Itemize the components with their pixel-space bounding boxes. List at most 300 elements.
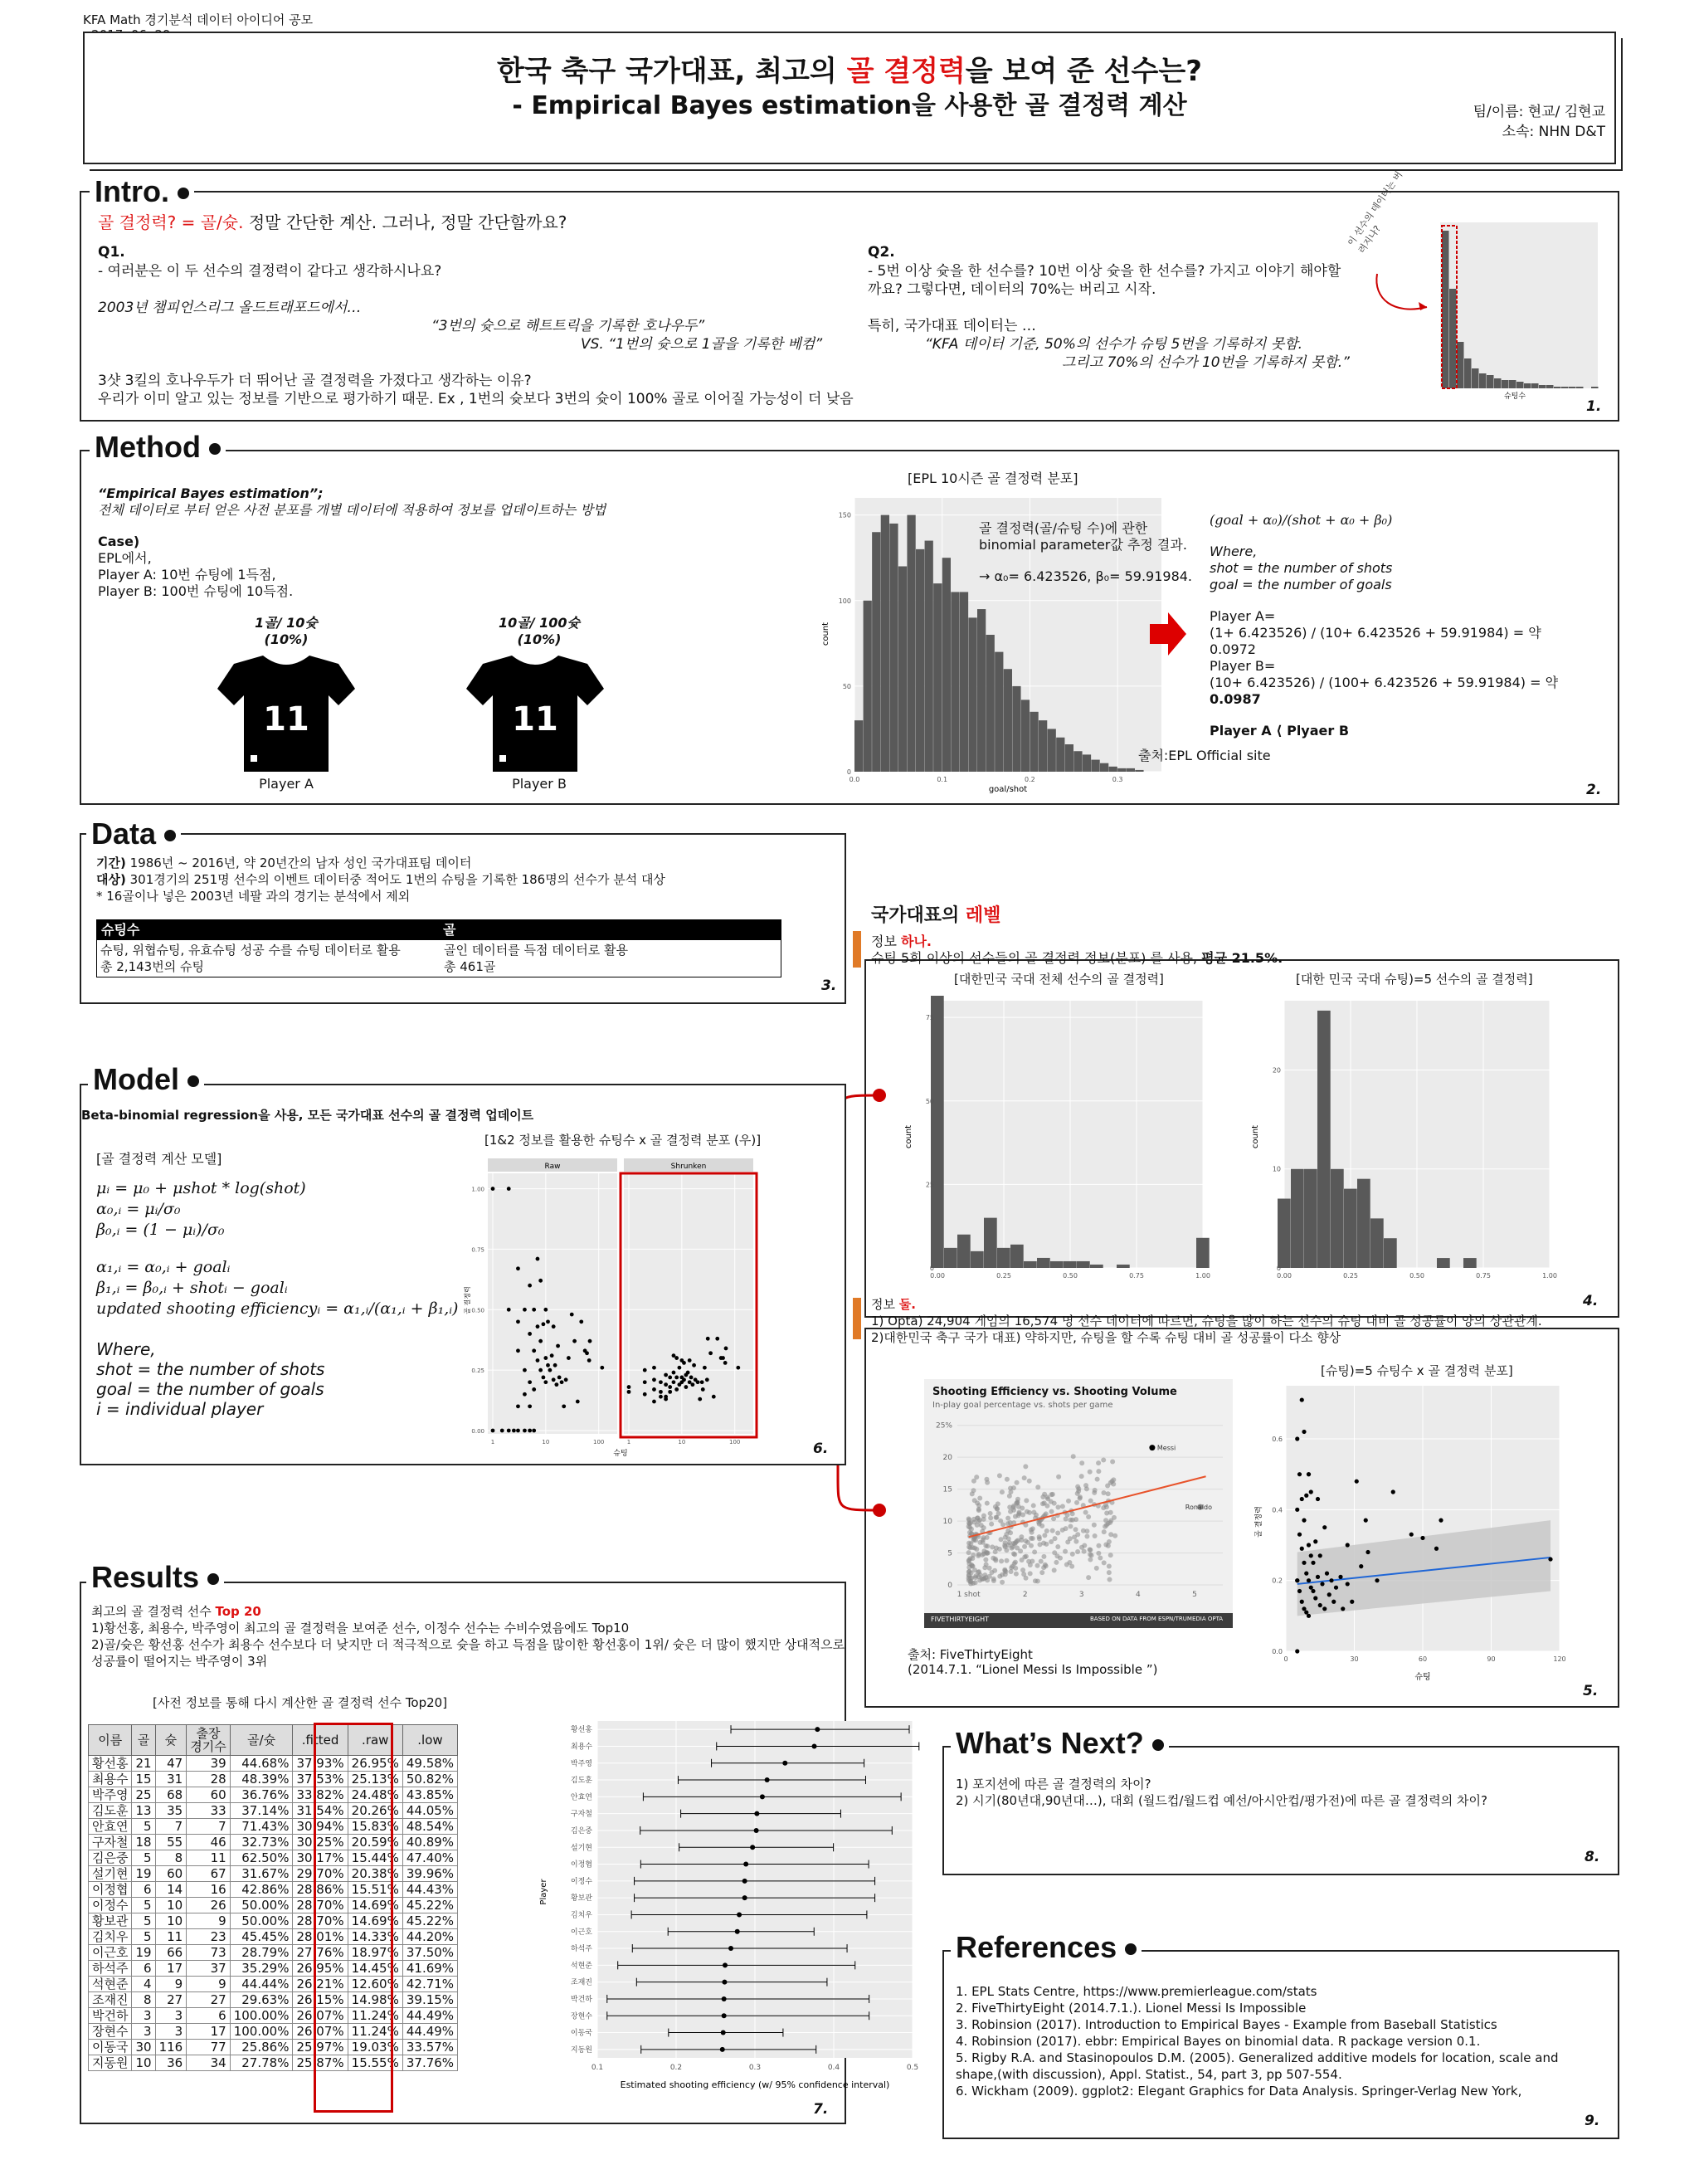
sc-point [1366,1550,1370,1554]
fte-point [1093,1533,1098,1538]
table-cell: 14 [155,1882,187,1898]
q1-text: - 여러분은 이 두 선수의 결정력이 같다고 생각하시나요? [98,263,442,280]
mf-point-shrunk [664,1382,668,1387]
table-cell: 11.24% [348,2024,402,2040]
mf-point-shrunk [678,1366,682,1370]
table-cell: 이근호 [89,1945,132,1961]
fte-point [977,1518,982,1523]
sc-point [1307,1543,1311,1547]
fte-point [1016,1513,1021,1518]
table-cell: 47 [155,1756,187,1772]
references-list [956,1983,1559,2099]
kra-bar [1050,1261,1064,1268]
epl-bar [864,601,872,772]
mf-point-shrunk [689,1375,694,1379]
team-label: 팀/이름: 현교/ 김현교 [1473,104,1605,120]
table-cell: 14.98% [348,1992,402,2008]
fte-point [973,1573,978,1578]
fte-point [977,1496,982,1501]
fte-point [1023,1464,1028,1469]
table-cell: 김치우 [89,1929,132,1945]
table-cell: 박주영 [89,1787,132,1803]
table-cell: 44.05% [402,1803,457,1819]
table-cell: 하석주 [89,1961,132,1977]
fte-point [1040,1494,1045,1499]
intro-bar [1487,375,1494,388]
mf-point-shrunk [668,1390,672,1394]
results-col-header: 골 [132,1725,155,1756]
sc-point [1302,1519,1306,1523]
data-table-body: 슈팅, 위협슈팅, 유효슈팅 성공 수를 슈팅 데이터로 활용 골인 데이터를 득점 데이터로 활용 총 2,143번의 슈팅 총 461골 [96,939,781,977]
fte-point [999,1558,1004,1563]
table-cell: 44.49% [402,2008,457,2024]
table-row [89,1929,458,1945]
table-cell: 18.97% [348,1945,402,1961]
fte-point [976,1508,981,1513]
table-row [89,1866,458,1882]
table-row [89,1945,458,1961]
mf-point-raw [536,1324,540,1328]
mf-point-shrunk [643,1380,647,1384]
intro-bar [1516,382,1524,388]
ci-ylabel: Player [539,1879,548,1905]
table-cell: 116 [155,2040,187,2055]
fte-point [1073,1517,1078,1522]
sc-point [1311,1589,1315,1593]
mf-point-shrunk [652,1377,656,1382]
mf-ytick-label: 0.00 [471,1428,484,1435]
table-cell: 18 [132,1835,155,1850]
sc-ytick-label: 0.2 [1272,1577,1283,1585]
fte-point [1096,1543,1101,1548]
section-number-5: 5. [1583,1683,1599,1699]
mf-point-shrunk [664,1397,668,1402]
info1-text: 슈팅 5회 이상의 선수들의 골 결정력 정보(분포) 를 사용, 평균 21.5%. [871,950,1283,966]
epl-bar [960,592,968,772]
fte-point [1052,1567,1057,1572]
svg-text:11: 11 [512,700,558,739]
fte-point [1027,1479,1032,1484]
table-cell: 33 [187,1803,230,1819]
kra-ytick-label: 25 [925,1181,934,1189]
fte-point [1108,1577,1112,1582]
fte-point [1060,1504,1065,1509]
fte-point [1075,1484,1080,1489]
table-cell: 68 [155,1787,187,1803]
table-cell: 10 [155,1898,187,1913]
table-cell: 36 [155,2055,187,2071]
results-line1: 최고의 골 결정력 선수 Top 20 [91,1604,261,1619]
sc-point [1309,1553,1313,1558]
fte-highlight-label: Ronaldo [1185,1504,1213,1512]
fte-point [987,1566,992,1571]
sc-point [1341,1606,1345,1611]
table-row [89,1882,458,1898]
ci-player-label: 안효연 [570,1793,592,1802]
fte-point [995,1506,1000,1511]
section-number-9: 9. [1585,2113,1600,2129]
table-cell: 13 [132,1803,155,1819]
epl-bar [995,652,1003,772]
mf-point-raw [587,1358,591,1363]
ci-player-label: 하석주 [570,1945,592,1954]
ci-xtick-label: 0.5 [906,2064,919,2072]
sc-point [1346,1582,1350,1586]
table-cell: 41.69% [402,1961,457,1977]
fte-point [1004,1548,1009,1553]
fte-point [1112,1515,1117,1520]
table-cell: 26.07% [293,2024,348,2040]
sc-point [1304,1494,1308,1498]
fte-point [1032,1549,1037,1554]
sc-point [1309,1586,1313,1590]
table-cell: 39.15% [402,1992,457,2008]
kra-bar [984,1218,997,1268]
intro-bar [1494,378,1502,388]
table-cell: 30.25% [293,1835,348,1850]
fte-point [971,1553,976,1558]
table-cell: 42.71% [402,1977,457,1992]
epl-bar [1135,770,1143,772]
table-cell: 35 [155,1803,187,1819]
mf-point-shrunk [705,1377,709,1382]
fte-point [1079,1474,1084,1479]
mf-point-shrunk [672,1371,676,1375]
table-cell: 지동원 [89,2055,132,2071]
epl-bar [1091,760,1099,772]
fte-point [976,1503,981,1508]
fte-point [970,1545,975,1550]
table-cell: 48.39% [230,1772,293,1787]
fte-point [1009,1569,1014,1574]
fte-point [981,1548,986,1553]
fte-point [1096,1551,1101,1556]
mf-point-raw [548,1368,553,1372]
mf-point-raw [532,1308,536,1312]
epl-bar [1127,768,1135,772]
mf-point-shrunk [721,1356,725,1360]
table-cell: 이동국 [89,2040,132,2055]
mf-point-shrunk [684,1385,689,1389]
ci-point [737,1912,742,1917]
mf-point-raw [528,1429,532,1433]
fte-highlight-point [1149,1445,1155,1450]
sc-point [1313,1539,1317,1543]
kra-xtick-label: 0.75 [1129,1272,1144,1280]
mf-point-raw [542,1375,546,1379]
epl-bar [942,558,951,772]
ci-point [743,1862,748,1867]
table-cell: 17 [155,1961,187,1977]
fte-point [966,1550,971,1555]
info2-line2: 2)대한민국 축구 국가 대표) 약하지만, 슈팅을 할 수록 슈팅 대비 골 성공률이 다소 향상 [871,1330,1341,1345]
intro-bar [1576,387,1584,388]
fte-point [1015,1538,1020,1543]
fte-point [1049,1499,1054,1504]
kr5-bar [1357,1179,1370,1268]
data-period: 기간) 1986년 ~ 2016년, 약 20년간의 남자 성인 국가대표팀 데이터 [96,856,472,870]
sc-point [1375,1578,1379,1582]
reference-item: 3. Robinsion (2017). Introduction to Empirical Bayes - Example from Baseball Statistics [956,2017,1497,2032]
kr5-bar [1344,1189,1357,1268]
kra-bar [957,1235,971,1268]
mf-point-raw [543,1356,548,1360]
fte-point [970,1491,975,1496]
epl-bar [1021,700,1030,772]
sc-point [1300,1547,1304,1551]
mf-point-shrunk [686,1371,690,1375]
mf-point-shrunk [701,1387,705,1392]
case-line3: Player B: 100번 슈팅에 10득점. [98,583,294,599]
fte-point [993,1549,998,1554]
results-col-header: 출장 경기수 [187,1725,230,1756]
reference-item: 6. Wickham (2009). ggplot2: Elegant Graphics for Data Analysis. Springer-Verlag New York, [956,2084,1522,2099]
table-cell: 17 [187,2024,230,2040]
sc-point [1316,1575,1320,1579]
fte-point [1094,1566,1099,1571]
mf-point-shrunk [724,1347,728,1351]
method-title: Method [90,430,226,465]
sc-point [1309,1489,1313,1494]
mf-point-raw [570,1313,574,1317]
mf-point-raw [564,1377,568,1382]
table-cell: 15 [132,1772,155,1787]
fte-point [1030,1526,1035,1531]
calc-b-expr: (10+ 6.423526) / (100+ 6.423526 + 59.91984) = 약 [1210,675,1559,690]
table-cell: 62.50% [230,1850,293,1866]
epl-bar [1117,768,1126,772]
epl-bar [1039,720,1047,772]
fte-point [1044,1511,1049,1516]
mf-point-shrunk [652,1400,656,1404]
kr5-xtick-label: 0.75 [1476,1272,1491,1280]
table-cell: 37.76% [402,2055,457,2071]
mf-point-raw [507,1187,511,1191]
intro-bar [1502,380,1509,388]
table-cell: 25.13% [348,1772,402,1787]
fte-point [1045,1494,1050,1499]
ci-player-label: 김치우 [570,1911,592,1920]
table-row [89,1756,458,1772]
fte-point [1055,1544,1060,1549]
sc-point [1295,1508,1299,1512]
mf-point-raw [528,1380,532,1384]
fte-point [1055,1530,1060,1535]
mf-point-raw [538,1368,543,1372]
info2-head: 정보 둘. [871,1297,916,1312]
fte-point [966,1561,971,1566]
fte-point [1055,1504,1060,1509]
mf-point-shrunk [674,1375,679,1379]
table-cell: 23 [187,1929,230,1945]
ci-player-label: 이정수 [570,1877,592,1886]
table-cell: 20.26% [348,1803,402,1819]
mf-point-raw [528,1284,532,1288]
ci-point [722,1980,727,1985]
table-row [89,1835,458,1850]
fte-point [978,1572,983,1577]
mf-point-raw [523,1368,527,1372]
fte-ytick-label: 10 [942,1518,952,1527]
table-row [89,1913,458,1929]
table-cell: 31.54% [293,1803,348,1819]
table-cell: 조재진 [89,1992,132,2008]
mf-point-raw [523,1429,527,1433]
q1-quote1: “3번의 슛으로 해트트릭을 기록한 호나우두” [431,318,705,334]
mf-point-shrunk [706,1337,710,1341]
epl-bar [951,592,959,772]
fte-point [1060,1528,1065,1533]
mf-point-raw [542,1322,546,1326]
kr5-xtick-label: 0.25 [1343,1272,1358,1280]
calc-a-head: Player A= [1210,608,1276,624]
ci-player-label: 김은중 [570,1826,592,1835]
table-cell: 14.69% [348,1898,402,1913]
epl-ytick-label: 150 [838,511,851,519]
kr-scatter-title: [슈팅)=5 슈팅수 x 골 결정력 분포] [1321,1363,1513,1378]
mf-point-shrunk [672,1380,676,1384]
table-cell: 60 [155,1866,187,1882]
mf-point-shrunk [627,1390,631,1394]
table-cell: 28 [187,1772,230,1787]
ci-point [750,1845,755,1850]
results-col-header: 슛 [155,1725,187,1756]
ci-player-label: 설기현 [570,1844,592,1853]
right-arrow-icon [1150,612,1186,656]
epl-hist-title: [EPL 10시즌 골 결정력 분포] [908,470,1078,486]
sc-point [1297,1533,1302,1537]
fte-point [1039,1523,1044,1528]
sc-point [1355,1480,1359,1484]
section-number-2: 2. [1586,782,1602,798]
mf-point-raw [543,1380,548,1384]
fte-point [1079,1460,1084,1465]
table-cell: 9 [187,1977,230,1992]
kr-scatter [1253,1381,1568,1688]
table-cell: 6 [132,1882,155,1898]
table-cell: 50.82% [402,1772,457,1787]
table-cell: 31 [155,1772,187,1787]
data-title: Data [86,817,181,851]
ci-point [722,1996,727,2001]
q2-line2: 까요? 그렇다면, 데이터의 70%는 버리고 시작. [868,281,1156,298]
table-cell: 44.20% [402,1929,457,1945]
fte-point [1054,1553,1059,1558]
ci-xtick-label: 0.4 [827,2064,840,2072]
mf-point-shrunk [643,1368,647,1372]
fte-point [1015,1499,1020,1504]
sc-point [1300,1497,1304,1501]
fte-point [1088,1552,1093,1557]
table-cell: 26.95% [348,1756,402,1772]
kr5-bar [1384,1238,1397,1268]
sc-point [1302,1561,1306,1565]
fte-point [1088,1470,1093,1475]
fte-point [1084,1534,1089,1539]
fte-source2: (2014.7.1. “Lionel Messi Is Impossible ”) [908,1662,1158,1677]
fte-point [983,1575,988,1580]
section-number-8: 8. [1585,1849,1600,1865]
calc-a-value: 0.0972 [1210,641,1256,657]
table-cell: 45.22% [402,1898,457,1913]
fte-point [999,1537,1004,1542]
sc-point [1295,1436,1299,1441]
kr5-bar [1463,1258,1477,1268]
mf-point-raw [491,1187,495,1191]
epl-xtick-label: 0.0 [849,776,860,783]
table-cell: 28.70% [293,1898,348,1913]
mf-point-raw [523,1308,527,1312]
fte-point [1015,1480,1020,1485]
method-where1: shot = the number of shots [1210,560,1393,576]
mf-point-raw [543,1308,548,1312]
fte-point [1110,1459,1115,1464]
epl-xtick-label: 0.2 [1025,776,1035,783]
mf-point-raw [562,1404,566,1408]
fte-point [1029,1536,1034,1541]
fte-point [1095,1477,1100,1482]
mf-point-shrunk [700,1380,704,1384]
player-b-label: Player B [512,776,567,792]
fte-ytick-label: 15 [942,1485,952,1494]
fte-point [973,1538,978,1543]
sc-point [1302,1430,1306,1434]
poster-subtitle: - Empirical Bayes estimation을 사용한 골 결정력 계산 [512,91,1187,120]
table-cell: 100.00% [230,2024,293,2040]
fte-point [976,1552,981,1557]
table-cell: 27 [187,1992,230,2008]
fte-point [983,1543,988,1548]
table-cell: 28.79% [230,1945,293,1961]
table-cell: 44.43% [402,1882,457,1898]
table-cell: 40.89% [402,1835,457,1850]
mf-point-raw [523,1392,527,1397]
kr5-bar [1437,1258,1450,1268]
table-cell: 60 [187,1787,230,1803]
mf-point-raw [553,1363,557,1367]
table-cell: 7 [187,1819,230,1835]
table-cell: 21 [132,1756,155,1772]
fte-highlight-label: Messi [1156,1444,1176,1452]
mf-point-raw [516,1404,520,1408]
epl-ylabel: count [821,622,830,646]
table-cell: 49.58% [402,1756,457,1772]
fte-point [1063,1549,1068,1554]
mf-point-raw [532,1387,536,1392]
mf-xtick-label: 100 [593,1439,605,1445]
fte-point [1078,1494,1083,1499]
mf-point-raw [576,1400,580,1404]
fte-point [1005,1516,1010,1521]
table-row [89,2040,458,2055]
kra-bar [1010,1245,1024,1268]
table-cell: 30.17% [293,1850,348,1866]
intro-bar [1457,342,1464,388]
ci-point [812,1743,817,1748]
epl-bar [1048,729,1056,772]
mf-point-raw [567,1356,571,1360]
mf-ytick-label: 1.00 [471,1186,484,1193]
table-cell: 31.67% [230,1866,293,1882]
table-cell: 30 [132,2040,155,2055]
fte-footer: FIVETHIRTYEIGHT BASED ON DATA FROM ESPN/TRUMEDIA OPTA [924,1613,1233,1628]
intro-annotation: 이 선수의 데이터는 버려지나? [1345,169,1405,256]
table-cell: 9 [187,1913,230,1929]
mf-point-shrunk [674,1387,679,1392]
table-cell: 37.53% [293,1772,348,1787]
epl-bar [881,515,889,772]
ci-player-label: 구자철 [570,1810,592,1819]
